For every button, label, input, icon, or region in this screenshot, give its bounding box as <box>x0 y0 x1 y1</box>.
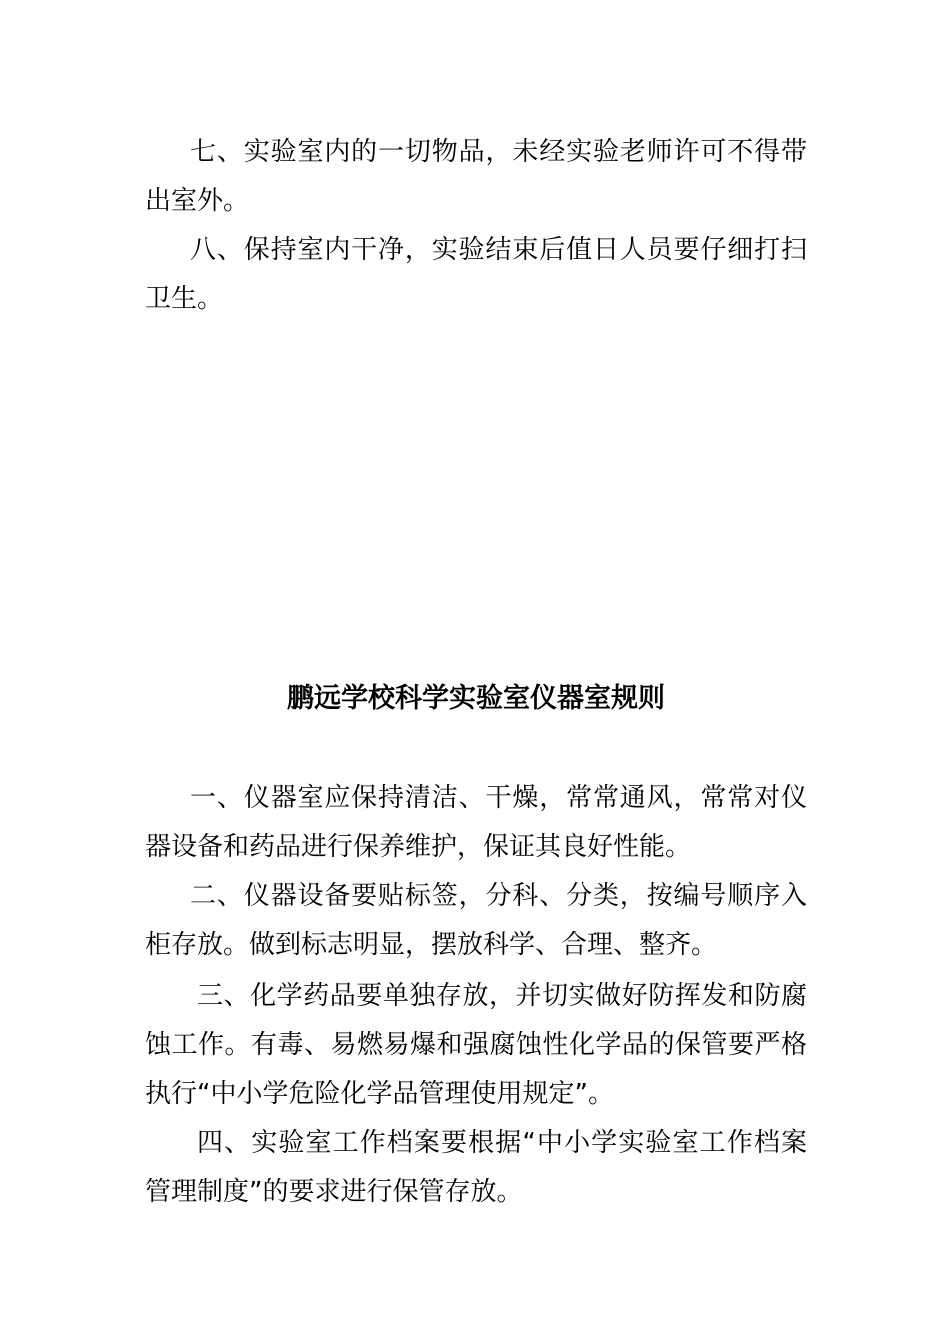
instrument-rule-3-paragraph: 三、化学药品要单独存放，并切实做好防挥发和防腐蚀工作。有毒、易燃易爆和强腐蚀性化学品的保管要严格执行“中小学危险化学品管理使用规定”。 <box>145 981 807 1109</box>
section-title: 鹏远学校科学实验室仪器室规则 <box>287 683 665 714</box>
instrument-rule-2-paragraph: 二、仪器设备要贴标签，分科、分类，按编号顺序入柜存放。做到标志明显，摆放科学、合理、整齐。 <box>145 881 807 960</box>
rule-7-paragraph: 七、实验室内的一切物品，未经实验老师许可不得带出室外。 <box>145 137 807 216</box>
instrument-rule-4-paragraph: 四、实验室工作档案要根据“中小学实验室工作档案管理制度”的要求进行保管存放。 <box>145 1128 807 1207</box>
rule-8-paragraph: 八、保持室内干净，实验结束后值日人员要仔细打扫卫生。 <box>145 235 807 314</box>
instrument-rule-1-paragraph: 一、仪器室应保持清洁、干燥，常常通风，常常对仪器设备和药品进行保养维护，保证其良好性能。 <box>145 783 807 862</box>
